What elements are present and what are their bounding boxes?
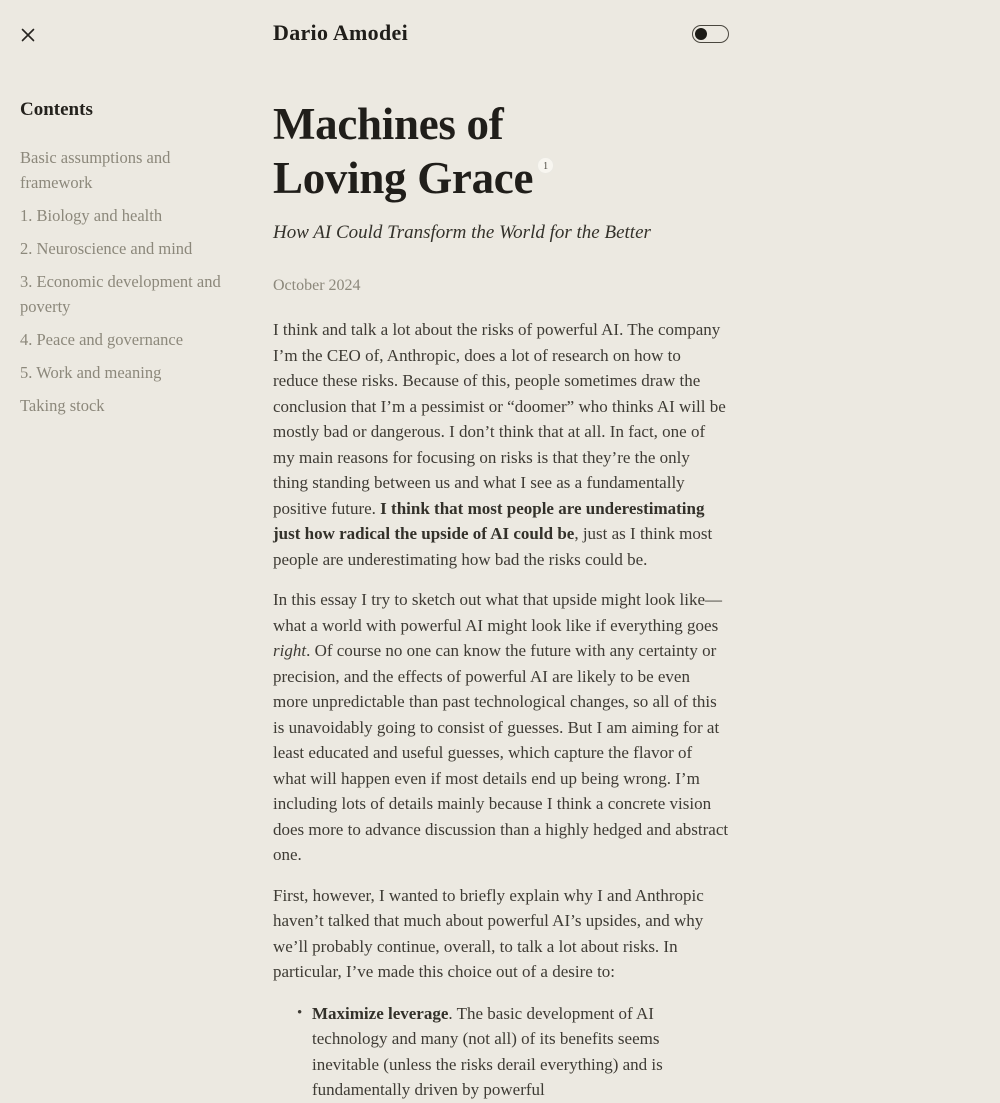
close-button[interactable] — [18, 25, 38, 45]
paragraph-1-text: I think and talk a lot about the risks of powerful AI. The company I’m the CEO of, Anthropic, does a lot of research on how to reduce these risks. Because of this, people sometimes draw the conclusion that I’m a pessimist or “doomer” who thinks AI will be mostly bad or dangerous. I don’t think that at all. In fact, one of my main reasons for focusing on risks is that they’re the only thing standing between us and what I see as a fundamentally positive future. — [273, 320, 726, 518]
list-item — [273, 1001, 729, 1103]
contents-heading: Contents — [20, 99, 93, 120]
toc-item-taking-stock[interactable]: Taking stock — [20, 396, 105, 415]
paragraph-2-italic-text: right — [273, 641, 307, 660]
bullet-marker: • — [297, 1004, 303, 1021]
article-body — [273, 317, 729, 1103]
toc-item-basic-assumptions[interactable]: Basic assumptions and framework — [20, 148, 171, 192]
article-title-line2: Loving Grace — [273, 153, 534, 203]
table-of-contents — [20, 99, 225, 426]
paragraph-2 — [273, 587, 729, 868]
paragraph-1-text-end: , just as I think most people are underestimating how bad the risks could be. — [273, 524, 713, 569]
list-item-bold-text: Maximize leverage — [312, 1003, 449, 1023]
toc-item-biology-health[interactable]: 1. Biology and health — [20, 206, 163, 225]
bullet-list — [273, 1001, 729, 1103]
paragraph-1 — [273, 317, 729, 572]
list-item-text-rest: . The basic development of AI technology and many (not all) of its benefits seems inevitable (unless the risks derail everything) and is fundamentally driven by powerful — [312, 1003, 663, 1099]
article-title — [273, 97, 729, 205]
theme-toggle-knob — [695, 28, 707, 40]
article-subtitle: How AI Could Transform the World for the Better — [273, 222, 651, 243]
publication-date: October 2024 — [273, 277, 361, 294]
toc-item-peace-governance[interactable]: 4. Peace and governance — [20, 330, 184, 349]
site-title: Dario Amodei — [273, 20, 408, 45]
paragraph-2-text-end: . Of course no one can know the future with any certainty or precision, and the effects of powerful AI are likely to be even more unpredictable than past technological changes, so all of this is unavoidably going to consist of guesses. But I am aiming for at least educated and useful guesses, which capture the flavor of what will happen even if most details end up being wrong. I’m including lots of details mainly because I think a concrete vision does more to advance discussion than a highly hedged and abstract one. — [273, 641, 729, 864]
list-item-text — [312, 1001, 729, 1103]
paragraph-3-text: First, however, I wanted to briefly explain why I and Anthropic haven’t talked that much about powerful AI’s upsides, and why we’ll probably continue, overall, to talk a lot about risks. In particular, I’ve made this choice out of a desire to: — [273, 885, 704, 981]
paragraph-2-text: In this essay I try to sketch out what that upside might look like—what a world with powerful AI might look like if everything goes — [273, 590, 723, 635]
toc-item-neuroscience-mind[interactable]: 2. Neuroscience and mind — [20, 239, 193, 258]
article — [273, 97, 729, 1103]
footnote-link-1[interactable]: 1 — [537, 157, 554, 174]
theme-toggle[interactable] — [692, 25, 729, 43]
article-title-line1: Machines of — [273, 99, 504, 149]
paragraph-1-bold-text: I think that most people are underestimating just how radical the upside of AI could be — [273, 498, 705, 543]
toc-item-economic-development[interactable]: 3. Economic development and poverty — [20, 272, 221, 316]
close-icon — [20, 27, 36, 43]
paragraph-3 — [273, 883, 729, 985]
toc-item-work-meaning[interactable]: 5. Work and meaning — [20, 363, 162, 382]
